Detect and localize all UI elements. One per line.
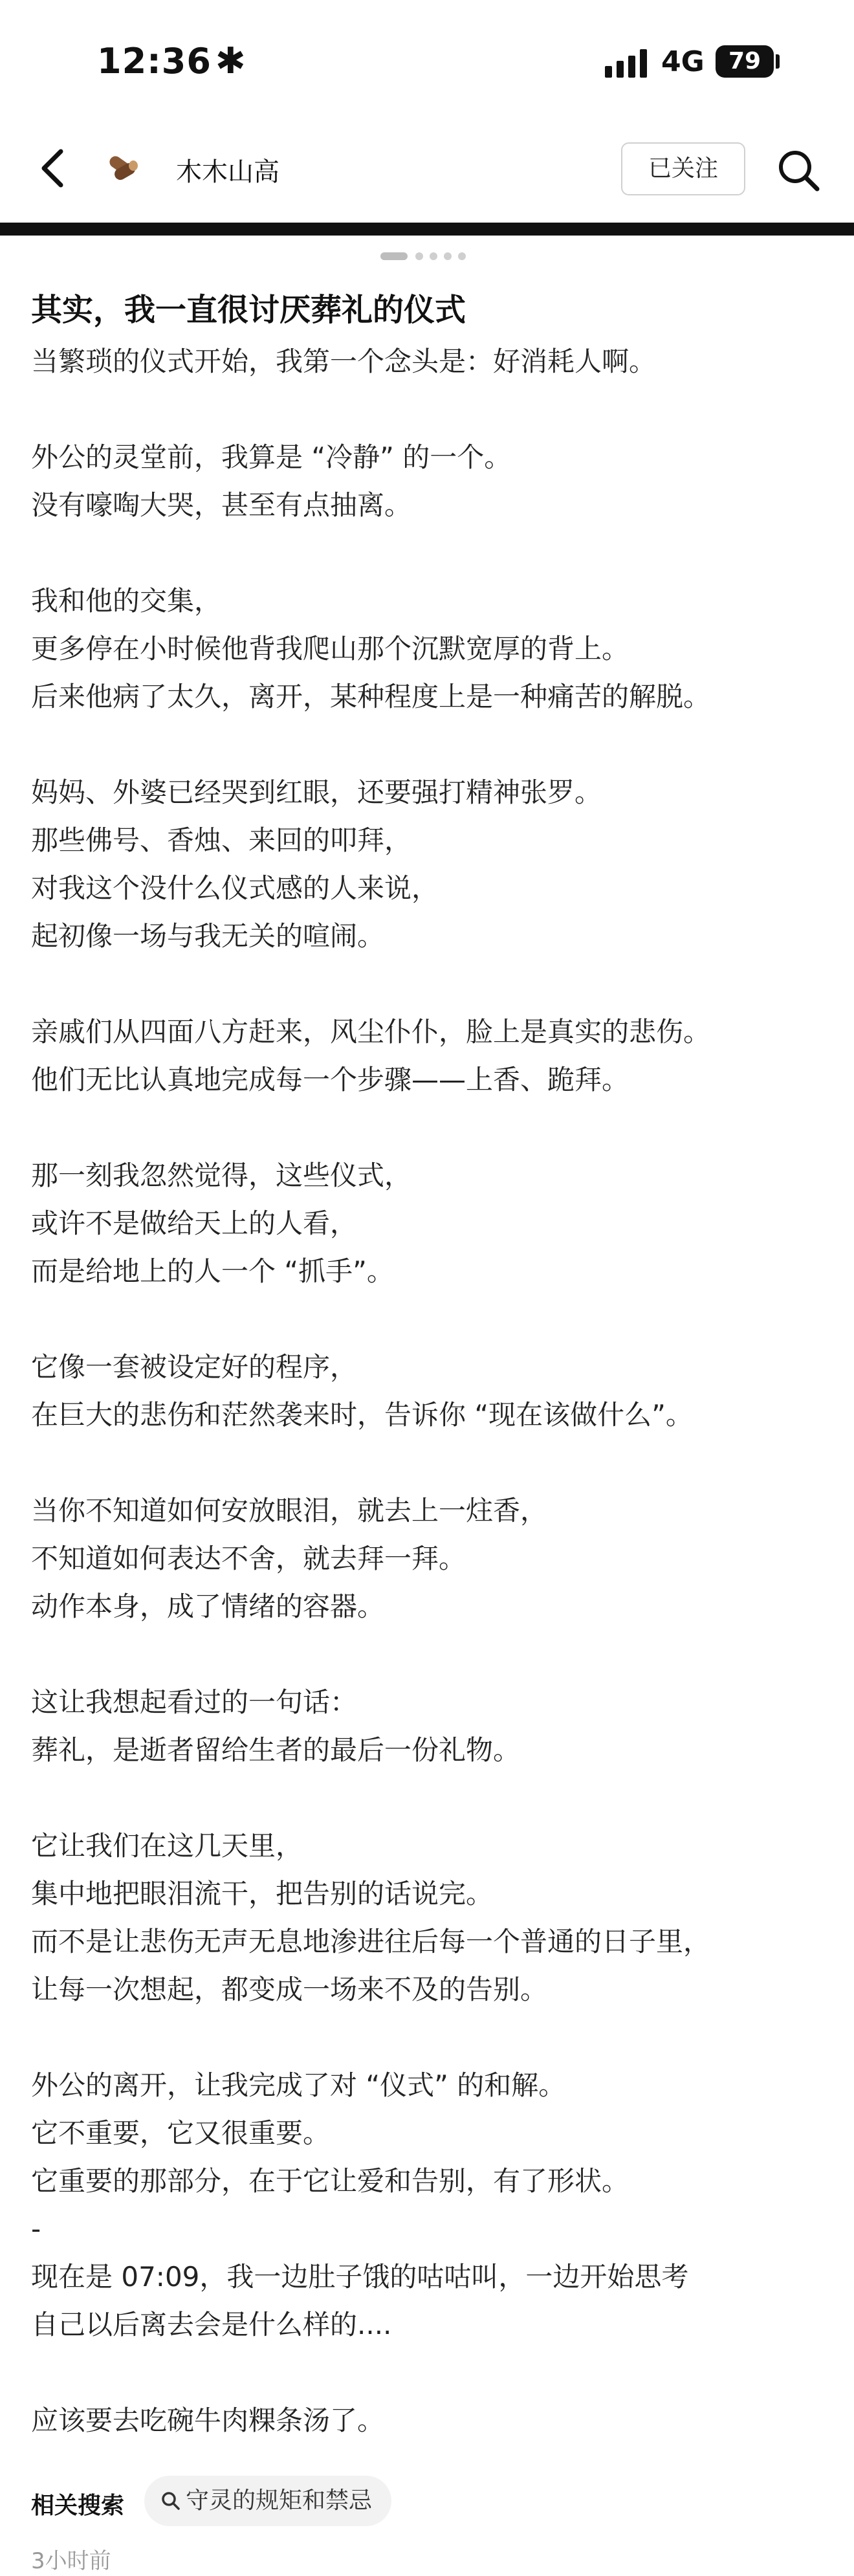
post-timestamp: 3小时前 [31,2548,111,2574]
body-line: 后来他病了太久，离开，某种程度上是一种痛苦的解脱。 [31,681,711,712]
paragraph-spacer [31,529,833,577]
body-line: 当你不知道如何安放眼泪，就去上一炷香， [31,1495,548,1526]
paragraph-spacer [31,960,833,1008]
cellular-signal-icon [605,49,648,78]
status-time [97,40,246,82]
body-line: 没有嚎啕大哭，甚至有点抽离。 [31,489,412,521]
paragraph-spacer [31,1774,833,1822]
body-line: 那些佛号、香烛、来回的叩拜， [31,824,412,856]
avatar[interactable] [102,146,145,189]
search-button[interactable] [773,145,825,197]
battery-icon: 79 [716,45,774,78]
related-search-query: 守灵的规矩和禁忌 [186,2487,373,2514]
pager-dot [444,252,452,260]
pager-dot-active [380,252,408,260]
paragraph-spacer [31,1295,833,1343]
paragraph-spacer [31,2349,833,2397]
body-line: 妈妈、外婆已经哭到红眼，还要强打精神张罗。 [31,776,602,808]
battery-tip [776,54,780,69]
body-line: 而不是让悲伤无声无息地渗进往后每一个普通的日子里， [31,1926,711,1957]
body-line: 它让我们在这几天里， [31,1830,303,1862]
image-top-edge [0,223,854,236]
status-bar [0,0,854,123]
body-line: 或许不是做给天上的人看， [31,1207,358,1239]
paragraph-spacer [31,2014,833,2062]
body-line: 让每一次想起，都变成一场来不及的告别。 [31,1974,548,2005]
pager-dot [458,252,466,260]
body-line: 集中地把眼泪流干，把告别的话说完。 [31,1878,494,1910]
body-line: 这让我想起看过的一句话： [31,1686,358,1718]
search-icon [160,2490,182,2512]
focus-mode-icon: ✱ [215,40,246,82]
body-line: - [31,2213,41,2245]
paragraph-spacer [31,1631,833,1679]
pager-dot [415,252,423,260]
follow-button[interactable]: 已关注 [621,142,745,195]
pager-dot [430,252,437,260]
related-search-chip[interactable] [144,2476,391,2526]
clock-text: 12:36 [97,41,212,82]
paragraph-spacer [31,1439,833,1487]
body-line: 现在是 07:09，我一边肚子饿的咕咕叫，一边开始思考 [31,2261,689,2293]
network-type: 4G [661,45,705,78]
body-line: 葬礼，是逝者留给生者的最后一份礼物。 [31,1734,521,1766]
body-line: 它不重要，它又很重要。 [31,2117,331,2149]
paragraph-spacer [31,721,833,769]
body-line: 起初像一场与我无关的喧闹。 [31,920,385,952]
body-line: 外公的离开，让我完成了对 “仪式” 的和解。 [31,2069,566,2101]
body-line: 自己以后离去会是什么样的.... [31,2309,392,2340]
wood-log-icon [102,146,145,189]
body-line: 对我这个没什么仪式感的人来说， [31,872,439,904]
related-search [31,2476,484,2526]
body-line: 它重要的那部分，在于它让爱和告别，有了形状。 [31,2165,630,2197]
body-line: 那一刻我忽然觉得，这些仪式， [31,1160,412,1191]
body-line: 它像一套被设定好的程序， [31,1351,358,1383]
search-icon [773,145,825,197]
body-line: 更多停在小时候他背我爬山那个沉默宽厚的背上。 [31,633,630,665]
body-line: 亲戚们从四面八方赶来，风尘仆仆，脸上是真实的悲伤。 [31,1016,711,1048]
body-line: 外公的灵堂前，我算是 “冷静” 的一个。 [31,441,512,473]
paragraph-spacer [31,386,833,434]
body-line: 在巨大的悲伤和茫然袭来时，告诉你 “现在该做什么”。 [31,1399,693,1431]
related-search-label: 相关搜索 [31,2493,125,2519]
paragraph-spacer [31,1104,833,1152]
body-line: 我和他的交集， [31,585,222,617]
image-pager-dots [380,252,477,260]
top-nav [0,129,854,220]
back-button[interactable] [31,142,76,194]
body-line: 他们无比认真地完成每一个步骤——上香、跪拜。 [31,1064,630,1095]
chevron-left-icon [31,142,76,194]
body-line: 应该要去吃碗牛肉粿条汤了。 [31,2405,385,2436]
body-line: 动作本身，成了情绪的容器。 [31,1591,385,1622]
body-line: 不知道如何表达不舍，就去拜一拜。 [31,1543,466,1574]
body-line: 当繁琐的仪式开始，我第一个念头是：好消耗人啊。 [31,346,657,377]
post-body [31,338,833,2445]
body-line: 而是给地上的人一个 “抓手”。 [31,1255,394,1287]
post-title: 其实，我一直很讨厌葬礼的仪式 [31,292,466,328]
author-name[interactable]: 木木山高 [176,157,279,187]
